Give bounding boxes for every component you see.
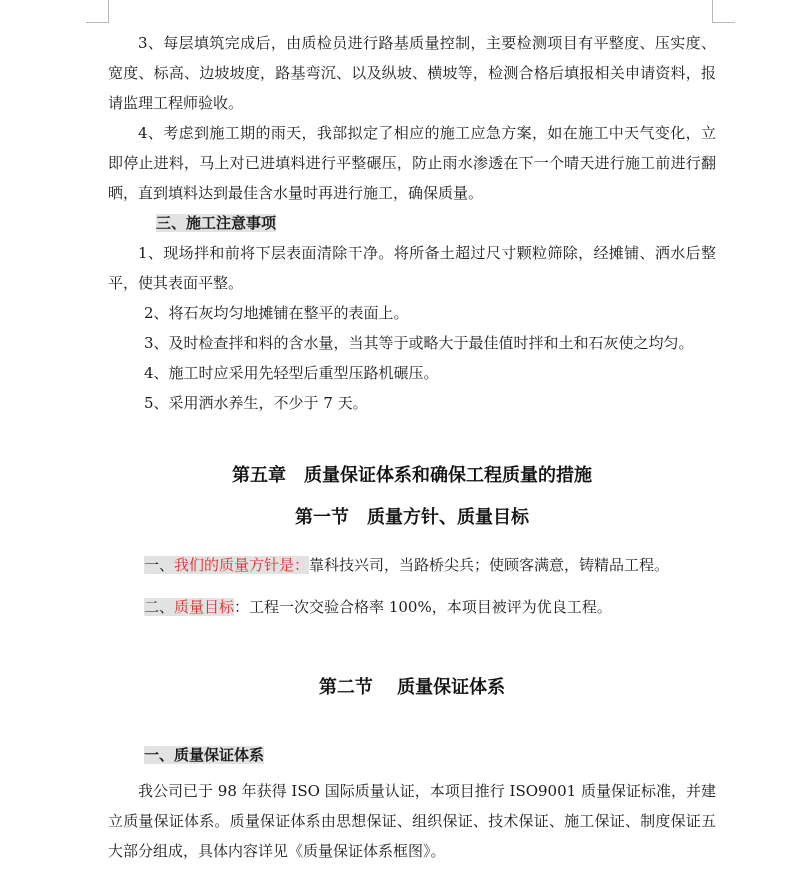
quality-goal-label: 质量目标 xyxy=(174,598,235,616)
quality-policy-prefix: 一、我们的质量方针是： xyxy=(144,556,310,574)
quality-goal-line: 二、质量目标：工程一次交验合格率 100%，本项目被评为优良工程。 xyxy=(144,598,612,616)
quality-system-paragraph: 我公司已于 98 年获得 ISO 国际质量认证，本项目推行 ISO9001 质量保证标准，并建立质量保证体系。质量保证体系由思想保证、组织保证、技术保证、施工保证、制度保证五大部分组成，具体内容详见《质量保证体系框图》。 xyxy=(108,782,716,860)
document-body xyxy=(108,28,716,866)
precaution-item: 2、将石灰均匀地摊铺在整平的表面上。 xyxy=(144,304,409,322)
quality-policy-line xyxy=(108,550,716,580)
precaution-item: 3、及时检查拌和料的含水量，当其等于或略大于最佳值时拌和土和石灰使之均匀。 xyxy=(144,334,694,352)
section-title-quality-system: 第二节 质量保证体系 xyxy=(318,677,506,698)
sub-heading-quality-system: 一、质量保证体系 xyxy=(144,746,265,764)
precaution-item: 5、采用洒水养生，不少于 7 天。 xyxy=(144,394,368,412)
chapter-title: 第五章 质量保证体系和确保工程质量的措施 xyxy=(232,465,592,486)
section-title-quality-policy: 第一节 质量方针、质量目标 xyxy=(295,507,529,528)
paragraph-item-3: 3、每层填筑完成后，由质检员进行路基质量控制，主要检测项目有平整度、压实度、宽度、标高、边坡坡度，路基弯沉、以及纵坡、横坡等，检测合格后填报相关申请资料，报请监理工程师验收。 xyxy=(108,34,716,112)
crop-mark-left xyxy=(86,0,109,23)
precaution-item: 4、施工时应采用先轻型后重型压路机碾压。 xyxy=(144,364,439,382)
crop-mark-right xyxy=(712,0,735,23)
precaution-item: 1、现场拌和前将下层表面清除干净。将所备土超过尺寸颗粒筛除，经摊铺、洒水后整平，使其表面平整。 xyxy=(108,244,716,292)
section-heading-precautions: 三、施工注意事项 xyxy=(156,214,277,232)
quality-policy-text: 靠科技兴司，当路桥尖兵；使顾客满意，铸精品工程。 xyxy=(309,556,670,574)
quality-policy-label: 我们的质量方针是： xyxy=(174,556,310,574)
paragraph-item-4: 4、考虑到施工期的雨天，我部拟定了相应的施工应急方案，如在施工中天气变化，立即停止进料，马上对已进填料进行平整碾压，防止雨水渗透在下一个晴天进行施工前进行翻晒，直到填料达到最佳含水量时再进行施工，确保质量。 xyxy=(108,124,716,202)
quality-goal-prefix: 二、质量目标 xyxy=(144,598,235,616)
quality-goal-text: 工程一次交验合格率 100%，本项目被评为优良工程。 xyxy=(249,598,612,616)
